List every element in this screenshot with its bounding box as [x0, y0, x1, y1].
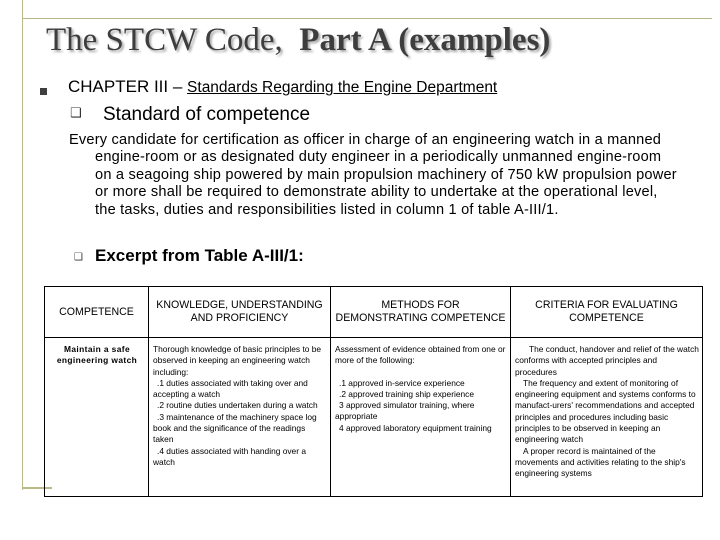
- criteria-line: The conduct, handover and relief of the watch conforms with accepted principles and procedures: [515, 344, 699, 377]
- methods-line: .1 approved in-service experience: [339, 377, 465, 388]
- methods-line: 3 approved simulator training, where appropriate: [335, 400, 475, 422]
- header-criteria: CRITERIA FOR EVALUATING COMPETENCE: [511, 287, 703, 338]
- excerpt-heading: Excerpt from Table A-III/1:: [95, 246, 304, 265]
- header-knowledge: KNOWLEDGE, UNDERSTANDING AND PROFICIENCY: [149, 287, 331, 338]
- square-bullet-icon: [40, 88, 47, 95]
- knowledge-line: .2 routine duties undertaken during a watch: [157, 400, 318, 411]
- criteria-line: A proper record is maintained of the movements and activities relating to the ship's engineering systems: [515, 445, 686, 479]
- title-part: Part A (examples): [282, 22, 551, 58]
- methods-line: 4 approved laboratory equipment training: [339, 422, 492, 433]
- competence-table: [44, 286, 703, 497]
- methods-line: .2 approved training ship experience: [339, 388, 475, 399]
- chapter-heading: [68, 77, 497, 97]
- competence-cell: Maintain a safe engineering watch: [45, 338, 149, 497]
- checkbox-bullet-icon: ❑: [70, 106, 82, 121]
- table-row: [45, 338, 703, 497]
- knowledge-line: .4 duties associated with handing over a watch: [153, 445, 306, 467]
- chapter-subtitle: Standards Regarding the Engine Department: [187, 79, 498, 96]
- header-competence: COMPETENCE: [45, 287, 149, 338]
- frame-left-line: [22, 0, 23, 490]
- header-methods: METHODS FOR DEMONSTRATING COMPETENCE: [331, 287, 511, 338]
- methods-line: Assessment of evidence obtained from one or more of the following:: [335, 344, 506, 366]
- competence-paragraph: Every candidate for certification as officer in charge of an engineering watch in a manned engine-room or as designated duty engineer in a periodically unmanned engine-room on a seagoing ship powered by main propulsion machinery of 750 kW propulsion power or more shall be required to demonstrate ability to undertake at the operational level, the tasks, duties and responsibilities listed in column 1 of table A-III/1.: [69, 132, 677, 218]
- methods-cell: [331, 338, 511, 497]
- title-separator: ,: [274, 22, 283, 58]
- slide-title: [46, 22, 550, 59]
- title-main: The STCW Code: [46, 22, 275, 58]
- standard-heading: Standard of competence: [103, 104, 311, 125]
- frame-top-line: [22, 18, 712, 19]
- knowledge-line: Thorough knowledge of basic principles to be observed in keeping an engineering watch including:: [153, 344, 322, 377]
- criteria-cell: [511, 338, 703, 497]
- knowledge-line: .1 duties associated with taking over and accepting a watch: [153, 377, 308, 400]
- chapter-label: CHAPTER III –: [68, 77, 183, 96]
- criteria-line: The frequency and extent of monitoring of engineering equipment and systems conforms to manufact-urers' recommendations and accepted principles and procedures including basic principles to be observed in keeping an engineering watch: [515, 377, 696, 445]
- checkbox-bullet-icon: ❑: [74, 252, 83, 263]
- table-header-row: [45, 287, 703, 338]
- knowledge-cell: [149, 338, 331, 497]
- knowledge-line: .3 maintenance of the machinery space log book and the significance of the readings taken: [153, 411, 317, 445]
